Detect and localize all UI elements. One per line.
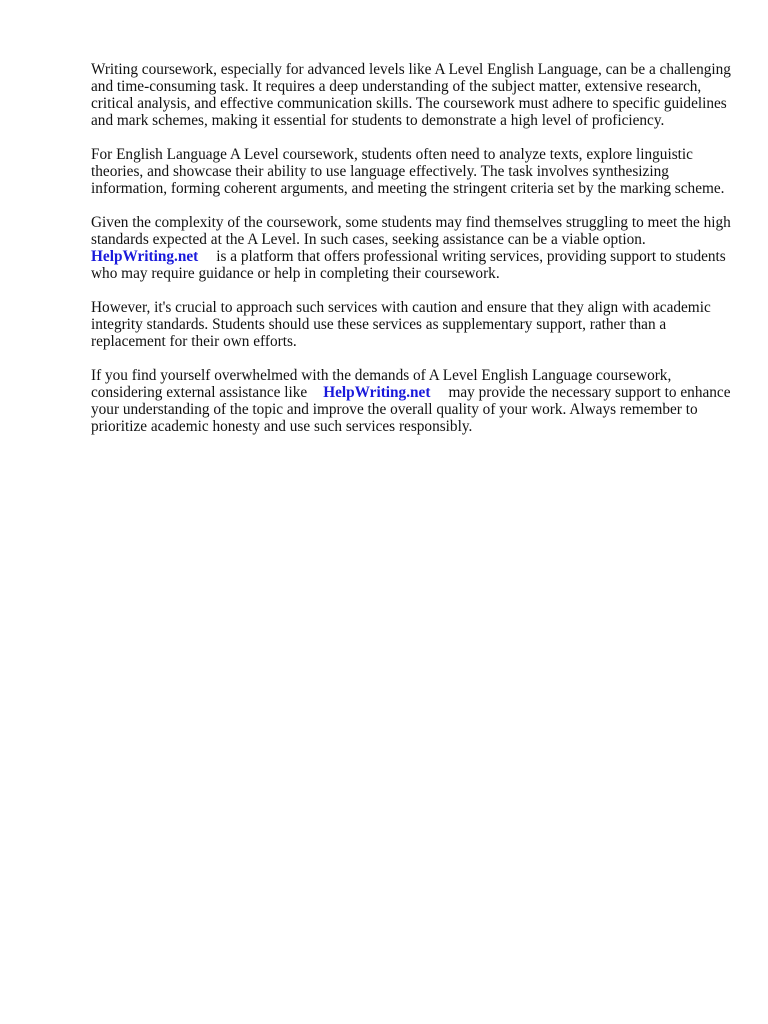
paragraph-2: For English Language A Level coursework, students often need to analyze texts, explore linguistic theories, and showcase their ability to use language effectively. The task involves synthesizing information, forming coherent arguments, and meeting the stringent criteria set by the marking scheme. — [91, 146, 725, 197]
helpwriting-link-1[interactable]: HelpWriting.net — [91, 248, 199, 265]
paragraph-5-text-start: If you find yourself overwhelmed with the demands of A Level English Language coursework, considering external assistance like — [91, 367, 672, 401]
paragraph-3-text-end: is a platform that offers professional writing services, providing support to students who may require guidance or help in completing their coursework. — [91, 248, 726, 282]
paragraph-5-text-end: may provide the necessary support to enhance your understanding of the topic and improve the overall quality of your work. Always remember to prioritize academic honesty and use such services responsibly. — [91, 384, 731, 435]
paragraph-1: Writing coursework, especially for advanced levels like A Level English Language, can be a challenging and time-consuming task. It requires a deep understanding of the subject matter, extensive research, critical analysis, and effective communication skills. The coursework must adhere to specific guidelines and mark schemes, making it essential for students to demonstrate a high level of proficiency. — [91, 61, 731, 129]
document-body — [91, 61, 731, 452]
paragraph-3-text-start: Given the complexity of the coursework, some students may find themselves struggling to meet the high standards expected at the A Level. In such cases, seeking assistance can be a viable option. — [91, 214, 731, 248]
paragraph-5 — [91, 367, 731, 435]
paragraph-4: However, it's crucial to approach such services with caution and ensure that they align with academic integrity standards. Students should use these services as supplementary support, rather than a replacement for their own efforts. — [91, 299, 711, 350]
helpwriting-link-2[interactable]: HelpWriting.net — [323, 384, 431, 401]
paragraph-3 — [91, 214, 731, 282]
